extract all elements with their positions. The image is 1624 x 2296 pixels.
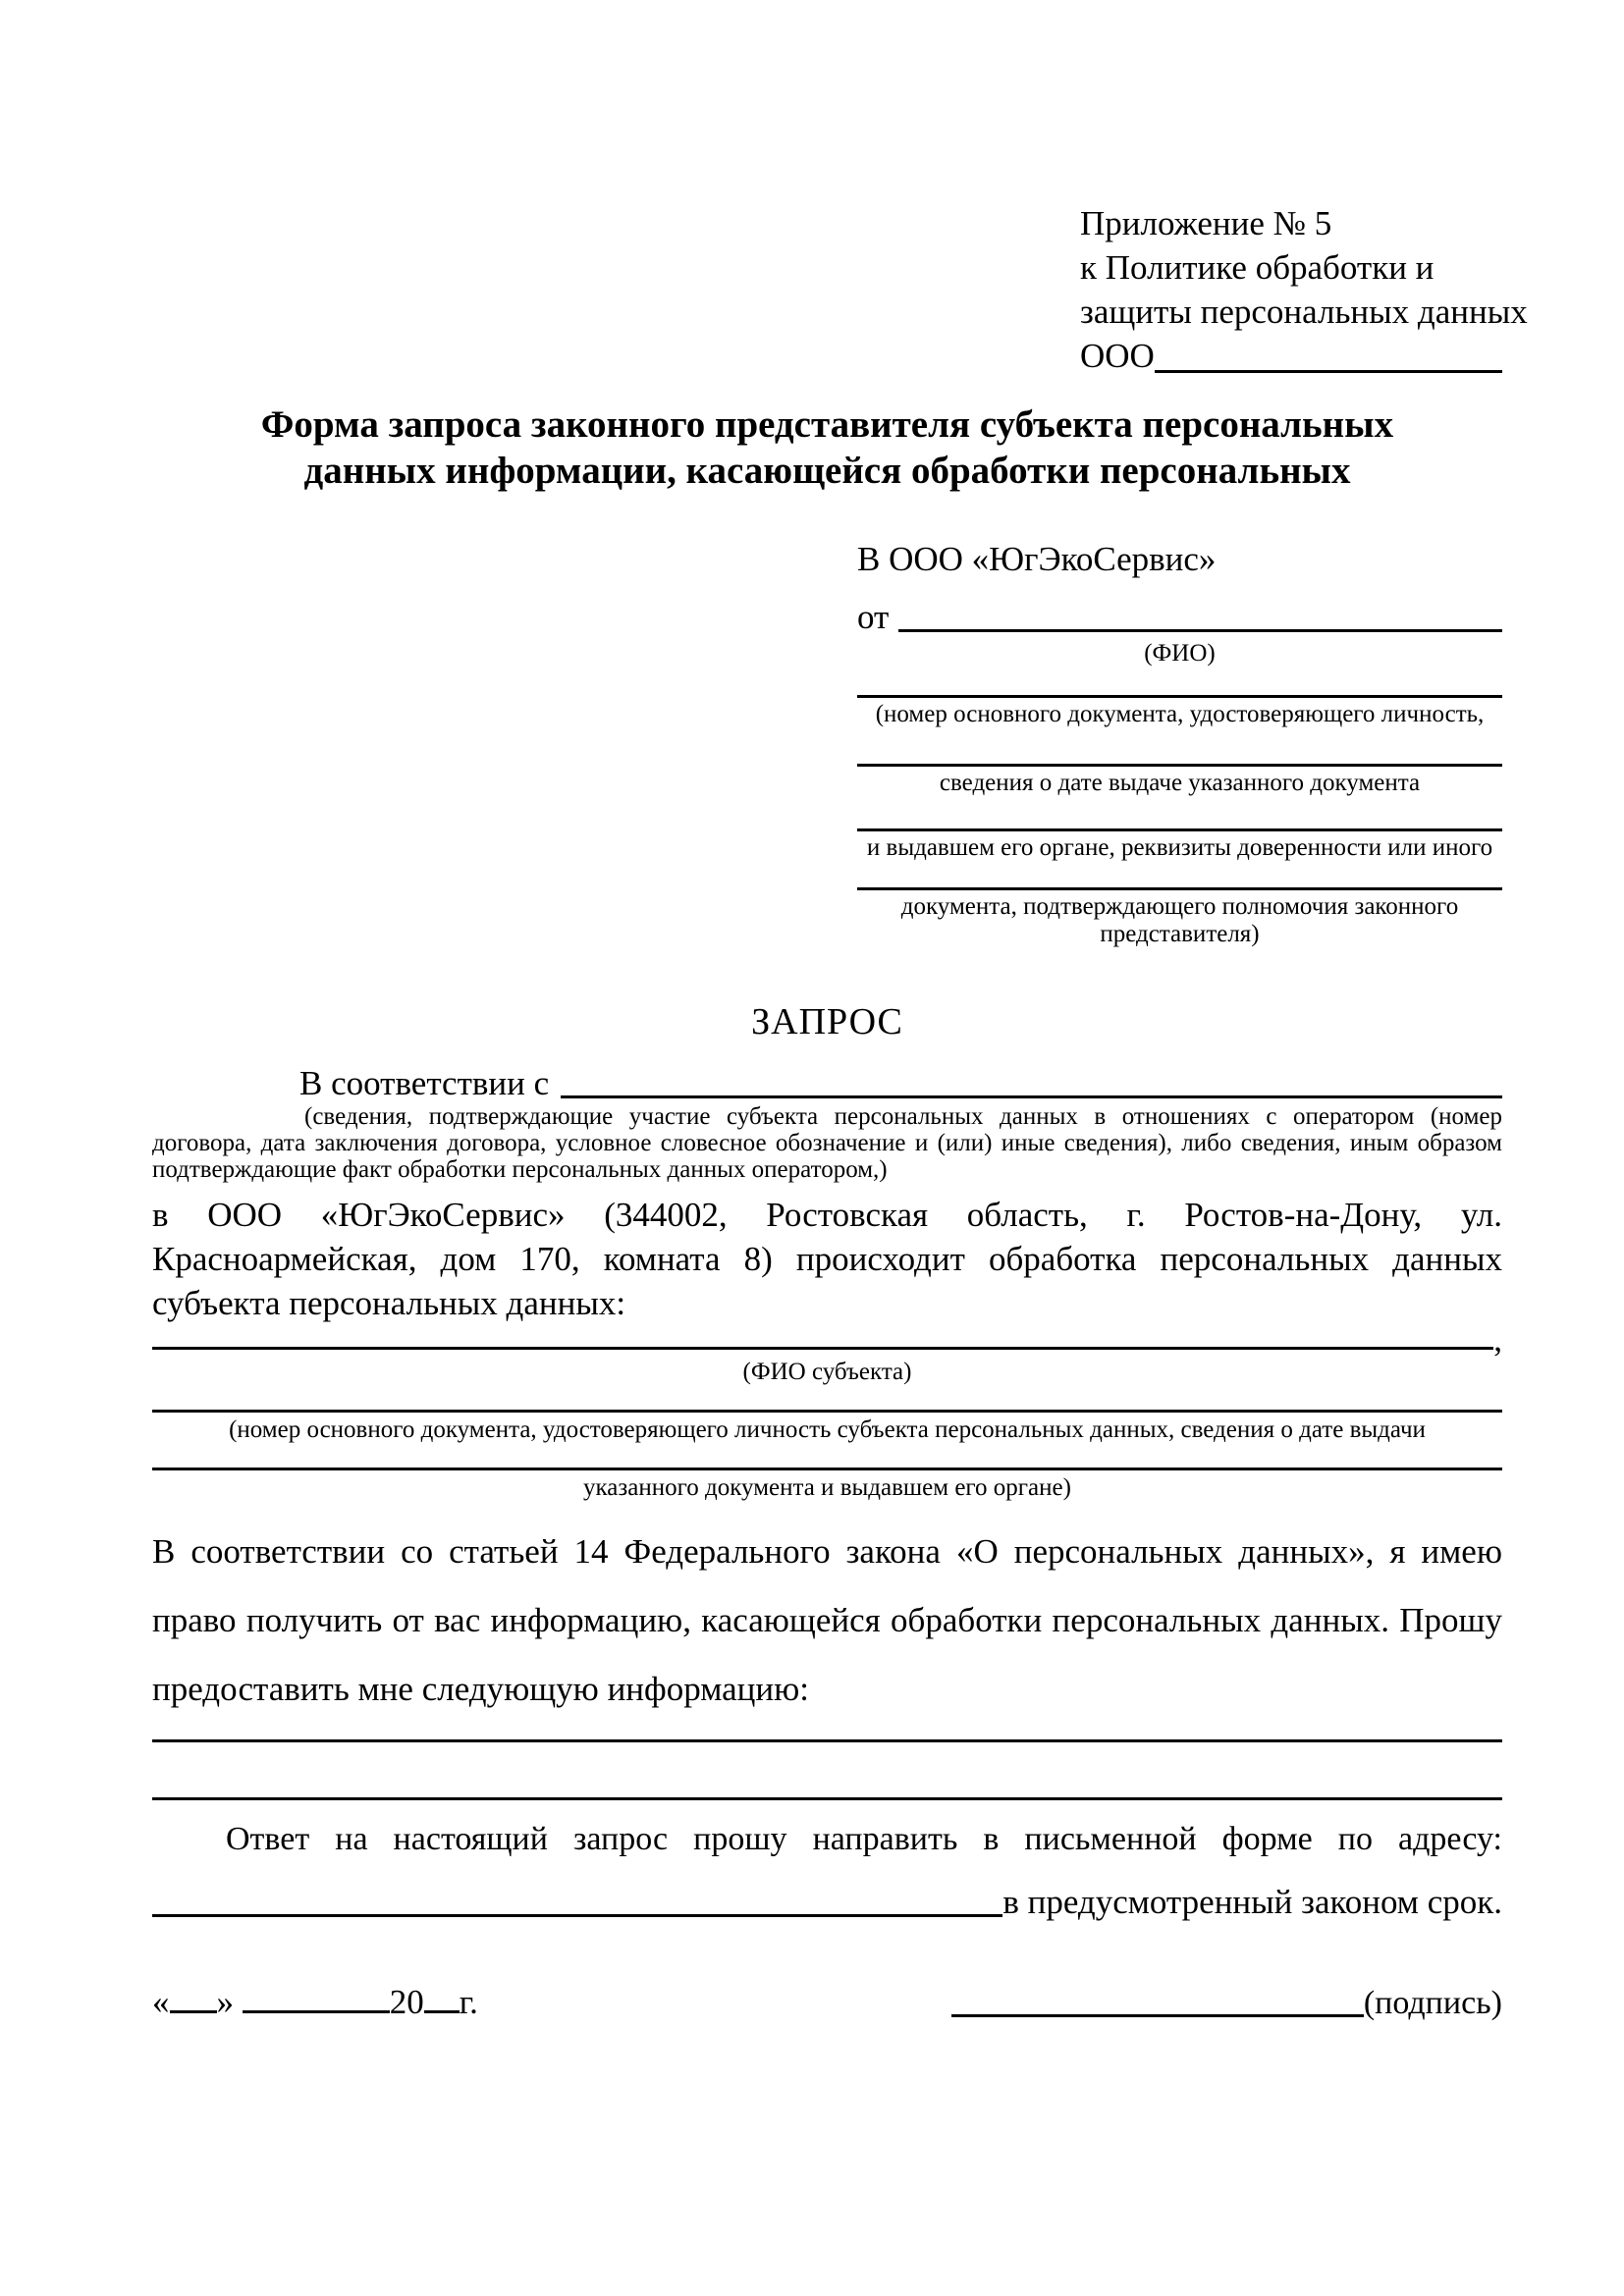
- signature-group: [951, 1985, 1502, 2022]
- field-caption: и выдавшем его органе, реквизиты доверенности или иного: [866, 834, 1493, 861]
- appendix-line-3: защиты персональных данных: [1080, 293, 1528, 331]
- accordance-lead: В соответствии с: [299, 1064, 550, 1102]
- appendix-ooo-row: [1080, 334, 1502, 378]
- close-quote: »: [216, 1983, 234, 2021]
- date-signature-row: [152, 1977, 1502, 2022]
- from-blank-line: [898, 594, 1502, 632]
- reply-address-row: [152, 1879, 1502, 1922]
- from-row: [857, 594, 1502, 637]
- blank-line: [857, 695, 1502, 698]
- blank-line: [152, 1468, 1502, 1470]
- year-suffix: г.: [459, 1983, 478, 2021]
- request-heading: ЗАПРОС: [751, 1001, 903, 1042]
- year-blank-line: [424, 2006, 460, 2013]
- blank-line: [857, 828, 1502, 831]
- address-blank-line: [152, 1879, 1002, 1917]
- signature-blank-line: [951, 2010, 1364, 2017]
- month-blank-line: [243, 2006, 390, 2013]
- subject-line-row: [152, 1320, 1502, 1359]
- year-prefix: 20: [389, 1983, 424, 2021]
- blank-line: [152, 1410, 1502, 1413]
- representative-field: [857, 764, 1502, 797]
- blank-line: [857, 764, 1502, 767]
- day-blank-line: [170, 2006, 217, 2013]
- line-suffix: ,: [1493, 1320, 1502, 1359]
- appendix-line-1: Приложение № 5: [1080, 204, 1332, 242]
- accordance-row: [152, 1060, 1502, 1103]
- subject-field: [152, 1410, 1502, 1444]
- addressee-block: [857, 539, 1502, 948]
- field-caption: документа, подтверждающего полномочия законного представителя): [900, 893, 1459, 947]
- blank-line: [857, 887, 1502, 890]
- date-group: [152, 1983, 478, 2022]
- signature-caption: (подпись): [1363, 1985, 1502, 2021]
- accordance-caption: (сведения, подтверждающие участие субъекта персональных данных в отношениях с оператором (номер договора, дата заключения договора, условное словесное обозначение и (или) иные сведения), либо сведения, иным образом подтверждающие факт обработки персональных данных оператором,): [152, 1103, 1502, 1183]
- title-line-2: данных информации, касающейся обработки персональных: [303, 450, 1351, 492]
- blank-line: [152, 1797, 1502, 1800]
- accordance-blank-line: [561, 1060, 1502, 1098]
- ooo-blank-line: [1155, 334, 1502, 373]
- field-caption: указанного документа и выдавшем его органе): [583, 1474, 1071, 1501]
- blank-line: [152, 1343, 1493, 1350]
- fio-caption: (ФИО): [1144, 640, 1216, 667]
- document-title: [152, 401, 1502, 494]
- field-caption: (номер основного документа, удостоверяющего личность,: [875, 701, 1485, 727]
- operator-paragraph: в ООО «ЮгЭкоСервис» (344002, Ростовская область, г. Ростов-на-Дону, ул. Красноармейская, дом 170, комната 8) происходит обработка персональных данных субъекта персональных данных:: [152, 1196, 1502, 1322]
- subject-field: [152, 1320, 1502, 1386]
- field-caption: (номер основного документа, удостоверяющего личность субъекта персональных данных, сведения о дате выдачи: [229, 1416, 1426, 1443]
- reply-sentence: Ответ на настоящий запрос прошу направить в письменной форме по адресу:: [226, 1821, 1502, 1857]
- addressee-company: В ООО «ЮгЭкоСервис»: [857, 540, 1217, 578]
- field-caption: (ФИО субъекта): [742, 1359, 912, 1385]
- blank-line: [152, 1739, 1502, 1742]
- field-caption: сведения о дате выдаче указанного документа: [939, 770, 1421, 796]
- representative-field: [857, 828, 1502, 862]
- open-quote: «: [152, 1983, 170, 2021]
- representative-field: [857, 695, 1502, 728]
- ooo-label: ООО: [1080, 337, 1155, 375]
- appendix-block: [1080, 201, 1528, 378]
- from-label: от: [857, 598, 890, 636]
- title-line-1: Форма запроса законного представителя субъекта персональных: [260, 403, 1394, 446]
- appendix-line-2: к Политике обработки и: [1080, 248, 1435, 287]
- reply-tail: в предусмотренный законом срок.: [1002, 1883, 1502, 1921]
- law-paragraph: В соответствии со статьей 14 Федерального закона «О персональных данных», я имею право получить от вас информацию, касающейся обработки персональных данных. Прошу предоставить мне следующую информацию:: [152, 1532, 1502, 1708]
- representative-field: [857, 887, 1502, 948]
- subject-field: [152, 1468, 1502, 1502]
